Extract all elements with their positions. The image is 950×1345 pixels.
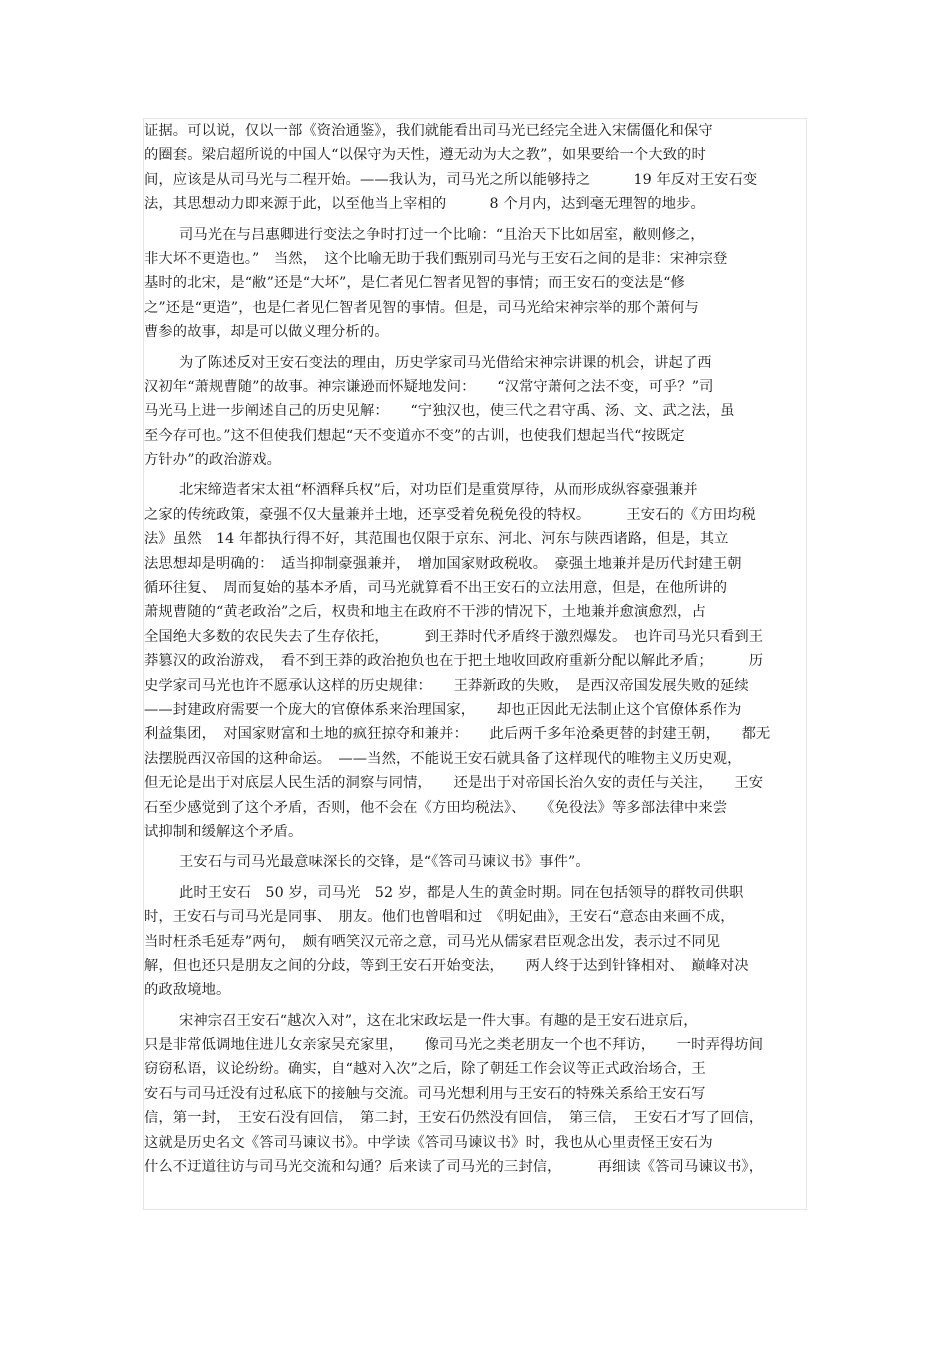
text-line: ——封建政府需要一个庞大的官僚体系来治理国家， 却也正因此无法制止这个官僚体系作为 xyxy=(144,701,742,718)
paragraph xyxy=(144,1009,806,1180)
text-line: 萧规曹随的“黄老政治”之后，权贵和地主在政府不干涉的情况下，土地兼并愈演愈烈，占 xyxy=(144,604,706,621)
text-line: 马光马上进一步阐述自己的历史见解： “宁独汉也，使三代之君守禹、汤、文、武之法，虽 xyxy=(144,403,735,420)
text-line: 法》虽然 14 年都执行得不好，其范围也仅限于京东、河北、河东与陕西诸路，但是，其立 xyxy=(144,531,729,548)
text-line: 方针办”的政治游戏。 xyxy=(144,452,281,469)
text-line: 为了陈述反对王安石变法的理由，历史学家司马光借给宋神宗讲课的机会，讲起了西 xyxy=(179,354,712,371)
text-line: 当时枉杀毛延寿”两句， 颇有哂笑汉元帝之意，司马光从儒家君臣观念出发，表示过不同见 xyxy=(144,933,721,950)
text-line: 利益集团， 对国家财富和土地的疯狂掠夺和兼并： 此后两千多年沧桑更替的封建王朝， 都无 xyxy=(144,726,771,743)
text-line: 之家的传统政策，豪强不仅大量兼并土地，还享受着免税免役的特权。 王安石的《方田均税 xyxy=(144,506,756,523)
text-line: 之”还是“更造”，也是仁者见仁智者见智的事情。但是，司马光给宋神宗举的那个萧何与 xyxy=(144,299,699,316)
paragraph xyxy=(144,881,806,1003)
text-line: 至今存可也。”这不但使我们想起“天不变道亦不变”的古训，也使我们想起当代“按既定 xyxy=(144,427,685,444)
text-line: 只是非常低调地住进儿女亲家吴充家里， 像司马光之类老朋友一个也不拜访， 一时弄得坊间 xyxy=(144,1037,764,1054)
text-line: 史学家司马光也许不愿承认这样的历史规律： 王莽新政的失败， 是西汉帝国发展失败的延续 xyxy=(144,677,749,694)
document-body xyxy=(143,118,807,1210)
text-line: 法思想却是明确的： 适当抑制豪强兼并， 增加国家财政税收。 豪强土地兼并是历代封建王朝 xyxy=(144,555,742,572)
text-line: 时，王安石与司马光是同事、 朋友。他们也曾唱和过 《明妃曲》，王安石“意态由来画不成， xyxy=(144,909,735,926)
text-line: 什么不迂道往访与司马光交流和勾通？后来读了司马光的三封信， 再细读《答司马谏议书》， xyxy=(144,1159,764,1176)
text-line: 这就是历史名文《答司马谏议书》。中学读《答司马谏议书》时，我也从心里责怪王安石为 xyxy=(144,1134,713,1151)
text-line: 汉初年“萧规曹随”的故事。神宗谦逊而怀疑地发问： “汉常守萧何之法不变，可乎？”司 xyxy=(144,378,714,395)
text-line: 宋神宗召王安石“越次入对”，这在北宋政坛是一件大事。有趣的是王安石进京后， xyxy=(179,1012,698,1029)
text-line: 解，但也还只是朋友之间的分歧，等到王安石开始变法， 两人终于达到针锋相对、 巅峰对决 xyxy=(144,957,749,974)
paragraph xyxy=(144,850,806,874)
text-line: 法摆脱西汉帝国的这种命运。 ——当然，不能说王安石就具备了这样现代的唯物主义历史观， xyxy=(144,750,742,767)
text-line: 北宋缔造者宋太祖“杯酒释兵权”后，对功臣们是重赏厚待，从而形成纵容豪强兼并 xyxy=(179,482,698,499)
text-line: 王安石与司马光最意味深长的交锋，是“《答司马谏议书》事件”。 xyxy=(179,854,590,871)
paragraph xyxy=(144,119,806,217)
text-line: 信，第一封， 王安石没有回信， 第二封，王安石仍然没有回信， 第三信， 王安石才写了回信， xyxy=(144,1110,764,1127)
text-line: 法，其思想动力即来源于此，以至他当上宰相的 8 个月内，达到毫无理智的地步。 xyxy=(144,196,705,213)
text-line: 的圈套。梁启超所说的中国人“以保守为天性，遵无动为大之教”，如果要给一个大致的时 xyxy=(144,147,706,164)
text-line: 试抑制和缓解这个矛盾。 xyxy=(144,823,303,840)
text-line: 全国绝大多数的农民失去了生存依托， 到王莽时代矛盾终于激烈爆发。 也许司马光只看到王 xyxy=(144,628,764,645)
text-line: 的政敌境地。 xyxy=(144,982,231,999)
text-line: 莽篡汉的政治游戏， 看不到王莽的政治抱负也在于把土地收回政府重新分配以解此矛盾； 历 xyxy=(144,653,764,670)
text-line: 安石与司马迁没有过私底下的接触与交流。司马光想利用与王安石的特殊关系给王安石写 xyxy=(144,1085,706,1102)
text-line: 间，应该是从司马光与二程开始。——我认为，司马光之所以能够持之 19 年反对王安石变 xyxy=(144,171,758,188)
paragraph xyxy=(144,223,806,345)
text-line: 非大坏不更造也。” 当然， 这个比喻无助于我们甄别司马光与王安石之间的是非：宋神宗登 xyxy=(144,250,728,267)
text-line: 曹参的故事，却是可以做义理分析的。 xyxy=(144,324,389,341)
text-line: 证据。可以说，仅以一部《资治通鉴》，我们就能看出司马光已经完全进入宋儒僵化和保守 xyxy=(144,123,713,139)
text-line: 司马光在与吕惠卿进行变法之争时打过一个比喻：“且治天下比如居室，敝则修之， xyxy=(179,226,705,243)
paragraph xyxy=(144,351,806,473)
text-line: 循环往复、 周而复始的基本矛盾，司马光就算看不出王安石的立法用意，但是，在他所讲的 xyxy=(144,580,728,597)
text-line: 但无论是出于对底层人民生活的洞察与同情， 还是出于对帝国长治久安的责任与关注， 王安 xyxy=(144,775,764,792)
paragraph xyxy=(144,478,806,844)
text-line: 此时王安石 50 岁，司马光 52 岁，都是人生的黄金时期。同在包括领导的群牧司供职 xyxy=(179,884,744,901)
text-line: 石至少感觉到了这个矛盾，否则，他不会在《方田均税法》、 《免役法》等多部法律中来尝 xyxy=(144,799,728,816)
text-line: 基时的北宋，是“敝”还是“大坏”，是仁者见仁智者见智的事情；而王安石的变法是“修 xyxy=(144,275,685,292)
text-line: 窃窃私语，议论纷纷。确实，自“越对入次”之后，除了朝廷工作会议等正式政治场合，王 xyxy=(144,1061,706,1078)
